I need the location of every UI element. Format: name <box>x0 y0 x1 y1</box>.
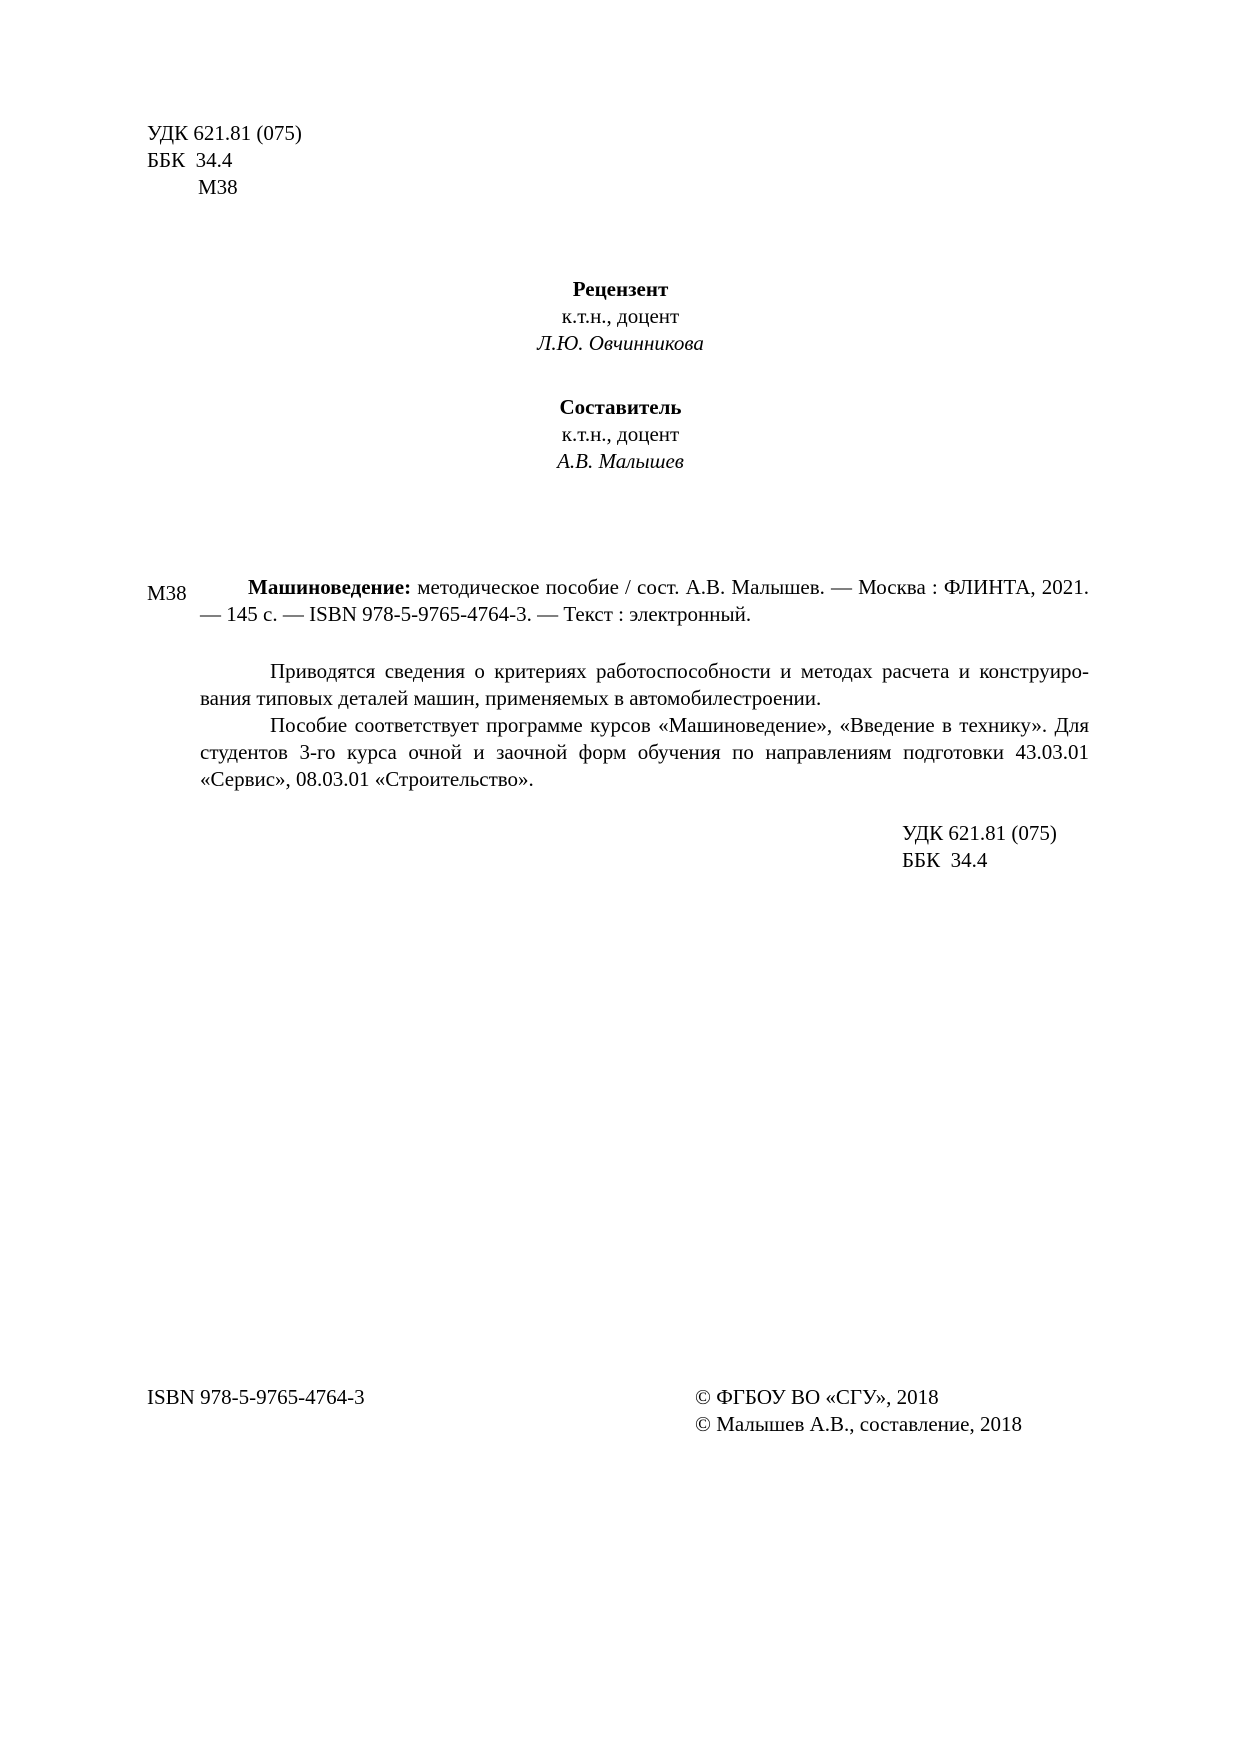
bbk-code-top: ББК 34.4 <box>147 148 233 172</box>
book-description: методическое пособие / сост. А.В. Малышев. — Москва : ФЛИНТА, 2021. — 145 с. — ISBN 978-5-9765-4764-3. — Текст : электронный. <box>200 575 1089 626</box>
annotation-paragraph-2: Пособие соответствует программе курсов «Машиноведение», «Введение в технику». Для студентов 3-го курса очной и заочной форм обучения по направлениям подготовки 43.03.01 «Сервис», 08.03.01 «Строительство». <box>200 713 1089 791</box>
classification-top <box>147 120 302 201</box>
udk-code-right: УДК 621.81 (075) <box>902 821 1057 845</box>
copyright-block <box>695 1384 1022 1438</box>
reviewer-heading: Рецензент <box>572 277 669 301</box>
copyright-university: © ФГБОУ ВО «СГУ», 2018 <box>695 1385 939 1409</box>
bibliographic-entry <box>200 574 1089 628</box>
copyright-compiler: © Малышев А.В., составление, 2018 <box>695 1412 1022 1436</box>
compiler-degree: к.т.н., доцент <box>561 422 680 446</box>
reviewer-block <box>0 276 1241 357</box>
bibliographic-code: М38 <box>147 581 187 605</box>
annotation <box>200 658 1089 793</box>
bbk-code-right: ББК 34.4 <box>902 848 988 872</box>
compiler-name: А.В. Малышев <box>557 449 684 473</box>
udk-code-top: УДК 621.81 (075) <box>147 121 302 145</box>
reviewer-degree: к.т.н., доцент <box>561 304 680 328</box>
compiler-heading: Составитель <box>559 395 682 419</box>
bibliographic-text <box>200 574 1089 628</box>
author-mark-top: М38 <box>198 175 238 199</box>
compiler-block <box>0 394 1241 475</box>
annotation-paragraph-1: Приводятся сведения о критериях работоспособности и методах расчета и конструиро-вания типовых деталей машин, применяемых в автомобилестроении. <box>200 659 1089 710</box>
isbn-footer: ISBN 978-5-9765-4764-3 <box>147 1385 365 1409</box>
book-title: Машиноведение: <box>248 575 412 599</box>
reviewer-name: Л.Ю. Овчинникова <box>537 331 704 355</box>
classification-right <box>902 820 1057 874</box>
